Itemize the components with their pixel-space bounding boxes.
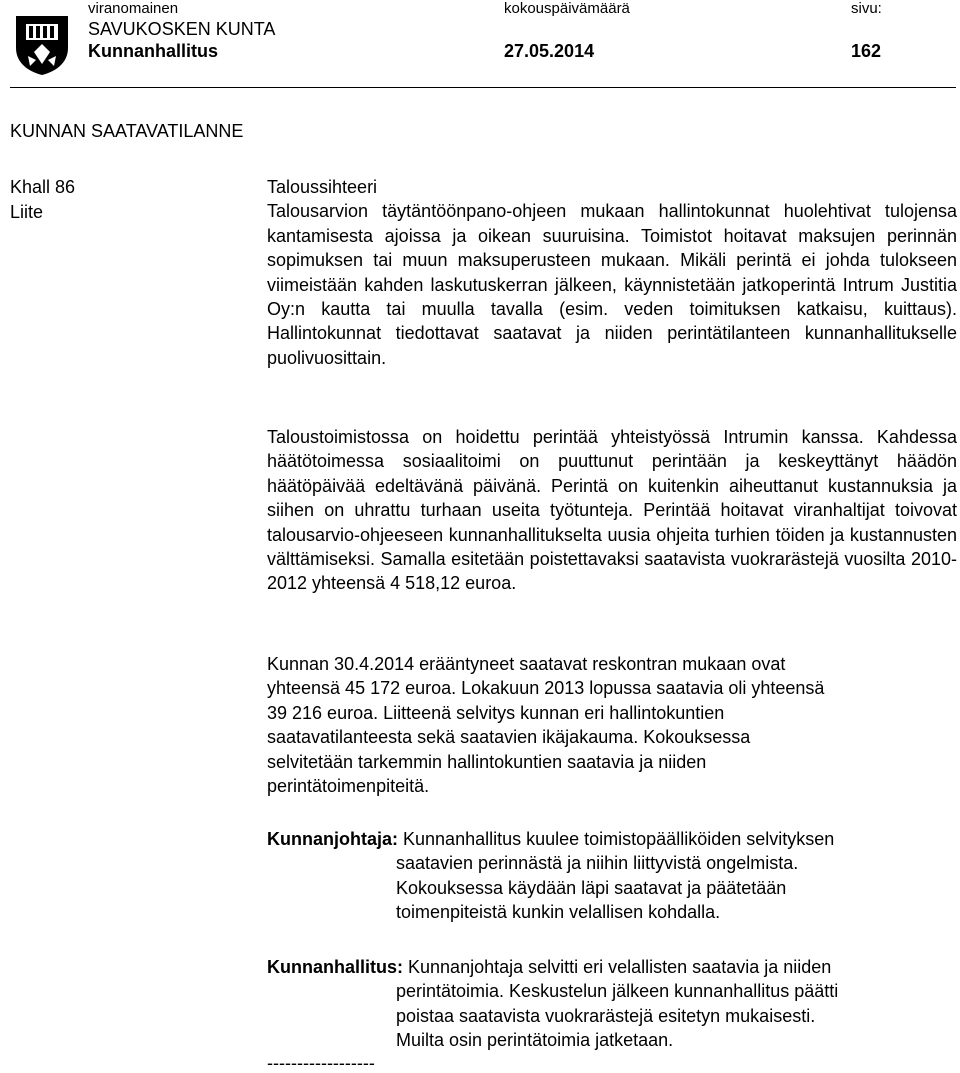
decision-first-line: Kunnanjohtaja selvitti eri velallisten saatavia ja niiden xyxy=(408,957,832,977)
decision-line: poistaa saatavista vuokrarästejä esitetyn mukaisesti. xyxy=(396,1005,816,1026)
paragraph-3-line: 39 216 euroa. Liitteenä selvitys kunnan eri hallintokuntien xyxy=(267,702,725,723)
paragraph-3-line: selvitetään tarkemmin hallintokuntien saatavia ja niiden xyxy=(267,751,707,772)
attachment-label: Liite xyxy=(10,202,44,222)
header-divider xyxy=(10,87,956,88)
section-title: KUNNAN SAATAVATILANNE xyxy=(10,121,244,141)
paragraph-1: Talousarvion täytäntöönpano-ohjeen mukaan hallintokunnat huolehtivat tulojensa kantamisesta ajoissa ja oikean suuruisina. Toimistot hoitavat maksujen perinnän sopimuksen tai muun maksuperusteen mukaan. Mikäli perintä ei johda tulokseen viimeistään kahden laskutuskerran jälkeen, käynnistetään jatkoperintä Intrum Justitia Oy:n kautta tai muulla tavalla (esim. veden toimituksen katkaisu, kuittaus). Hallintokunnat tiedottavat saatavat ja niiden perintätilanteen kunnanhallitukselle puolivuosittain. xyxy=(267,201,957,368)
proposal-line: toimenpiteistä kunkin velallisen kohdalla. xyxy=(396,902,721,923)
board-decision xyxy=(267,955,957,1053)
preparer-title: Taloussihteeri xyxy=(267,177,378,197)
paragraph-3-line: yhteensä 45 172 euroa. Lokakuun 2013 lopussa saatavia oli yhteensä xyxy=(267,678,825,699)
page-number: 162 xyxy=(851,41,882,61)
coat-of-arms-icon xyxy=(14,14,70,76)
proposal-first-line: Kunnanhallitus kuulee toimistopäälliköiden selvityksen xyxy=(403,829,835,849)
section-separator: ------------------ xyxy=(267,1053,375,1073)
authority-name: Kunnanhallitus xyxy=(88,41,218,61)
body-section-3 xyxy=(267,652,957,798)
date-column-label: kokouspäivämäärä xyxy=(504,0,630,17)
decision-line: perintätoimia. Keskustelun jälkeen kunnanhallitus päätti xyxy=(396,981,839,1002)
paragraph-3-line: perintätoimenpiteitä. xyxy=(267,776,430,797)
proposal-line: Kokouksessa käydään läpi saatavat ja päätetään xyxy=(396,877,787,898)
paragraph-3-line: saatavatilanteesta sekä saatavien ikäjakauma. Kokouksessa xyxy=(267,727,751,748)
paragraph-3-line: Kunnan 30.4.2014 erääntyneet saatavat reskontran mukaan ovat xyxy=(267,654,786,674)
body-section-1 xyxy=(267,175,957,370)
decision-line: Muilta osin perintätoimia jatketaan. xyxy=(396,1030,674,1051)
proposal-label: Kunnanjohtaja: xyxy=(267,829,398,849)
authority-column-label: viranomainen xyxy=(88,0,179,17)
decision-label: Kunnanhallitus: xyxy=(267,957,403,977)
agenda-item-number: Khall 86 xyxy=(10,177,76,197)
mayor-proposal xyxy=(267,827,957,925)
meeting-date: 27.05.2014 xyxy=(504,41,595,61)
proposal-line: saatavien perinnästä ja niihin liittyvistä ongelmista. xyxy=(396,853,799,874)
organization-name: SAVUKOSKEN KUNTA xyxy=(88,19,276,39)
body-section-2 xyxy=(267,425,957,596)
page-column-label: sivu: xyxy=(851,0,882,17)
paragraph-2: Taloustoimistossa on hoidettu perintää yhteistyössä Intrumin kanssa. Kahdessa häätötoimessa sosiaalitoimi on puuttunut perintään ja keskeyttänyt häädön häätöpäivää edeltävänä päivänä. Perintä on kuitenkin aiheuttanut kustannuksia ja siihen on uhrattu turhaan useita työtunteja. Perintää hoitavat viranhaltijat toivovat talousarvio-ohjeeseen kunnanhallitukselta uusia ohjeita turhien töiden ja kustannusten välttämiseksi. Samalla esitetään poistettavaksi saatavista vuokrarästejä vuosilta 2010-2012 yhteensä 4 518,12 euroa. xyxy=(267,427,957,594)
